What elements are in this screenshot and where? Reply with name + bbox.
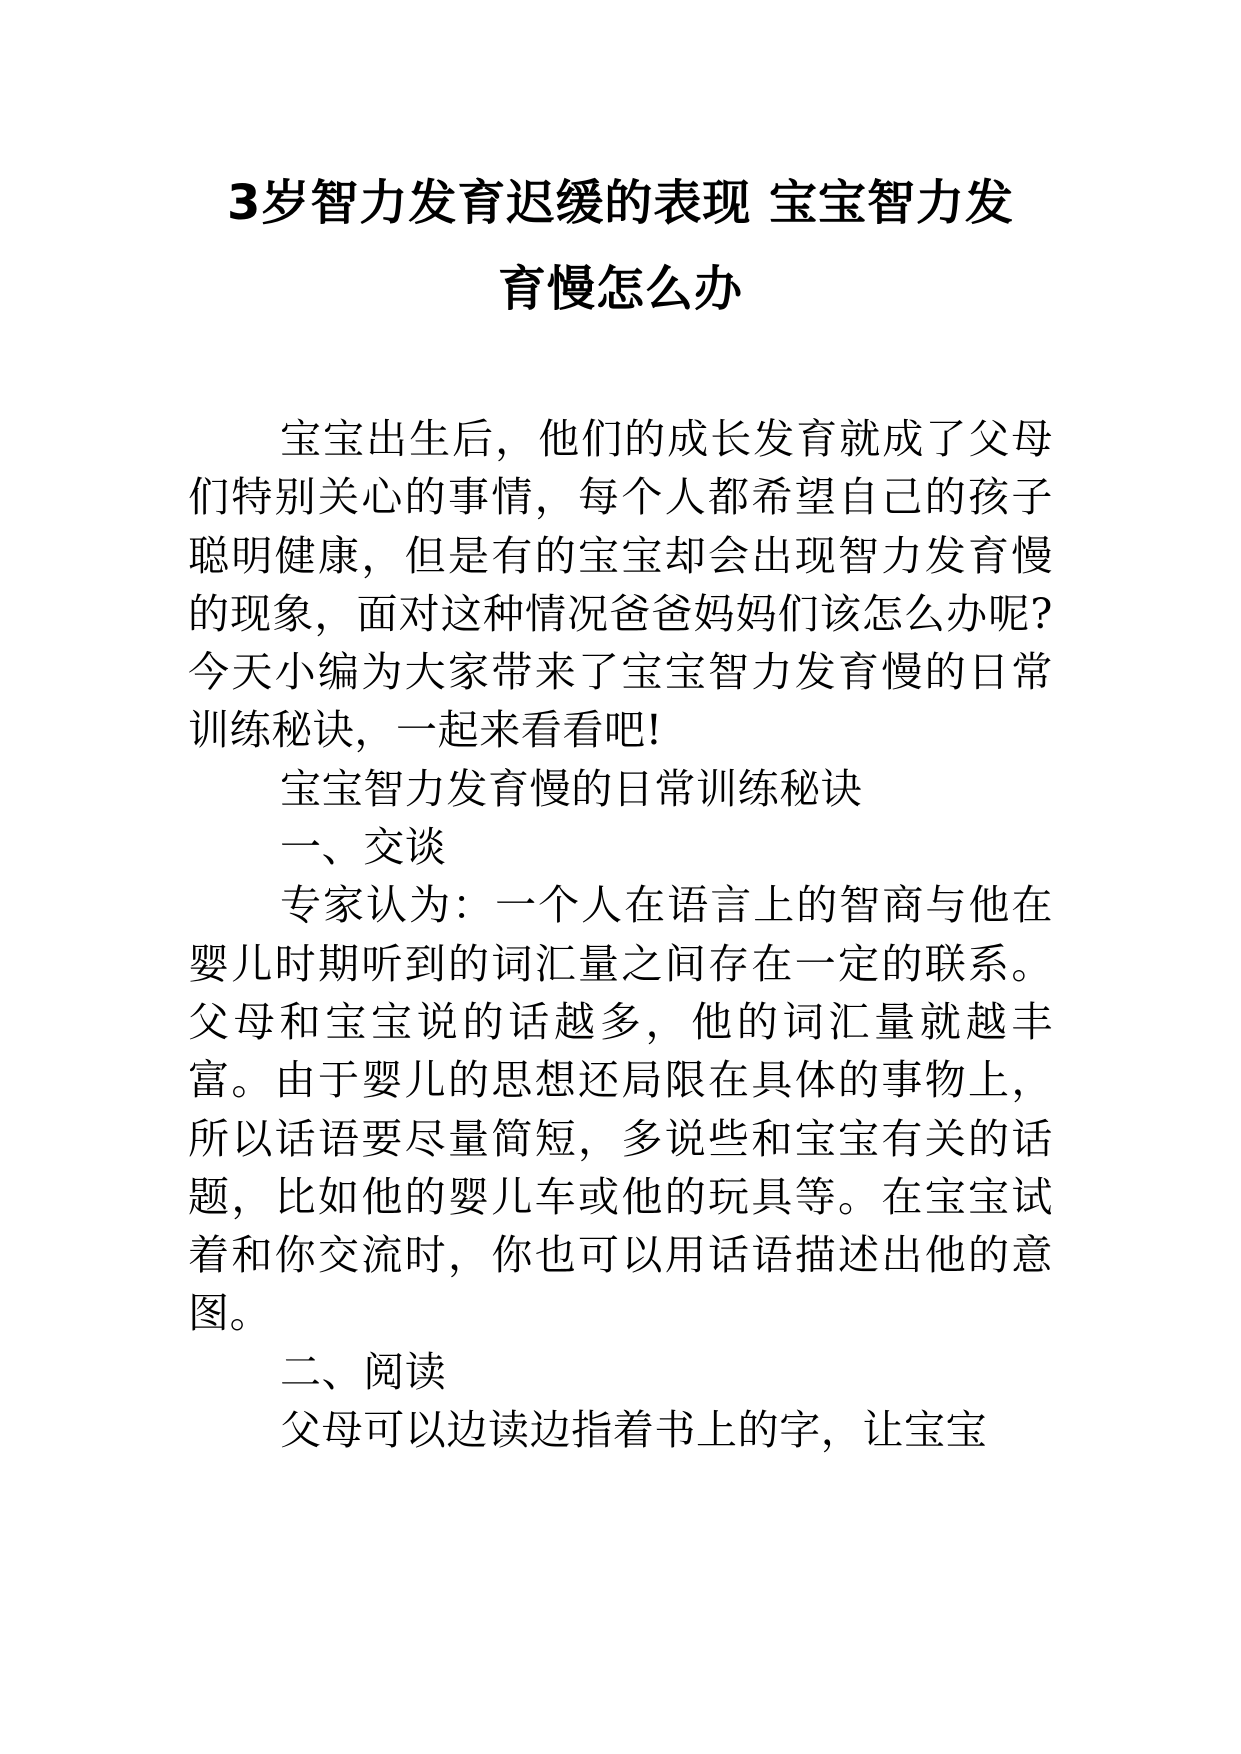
reading-paragraph: 父母可以边读边指着书上的字，让宝宝	[280, 1406, 988, 1455]
talking-paragraph: 专家认为：一个人在语言上的智商与他在婴儿时期听到的词汇量之间存在一定的联系。父母和宝宝说的话越多，他的词汇量就越丰富。由于婴儿的思想还局限在具体的事物上，所以话语要尽量简短，多说些和宝宝有关的话题，比如他的婴儿车或他的玩具等。在宝宝试着和你交流时，你也可以用话语描述出他的意图。	[188, 881, 1053, 1338]
title-line-2: 育慢怎么办	[497, 261, 743, 317]
subheading-reading: 二、阅读	[280, 1347, 447, 1396]
subheading-talking: 一、交谈	[280, 823, 447, 872]
document-body	[188, 410, 1053, 1459]
document-title	[188, 160, 1053, 332]
title-line-1: 3岁智力发育迟缓的表现 宝宝智力发	[226, 175, 1015, 231]
section-heading-training-tips: 宝宝智力发育慢的日常训练秘诀	[280, 764, 863, 813]
intro-paragraph: 宝宝出生后，他们的成长发育就成了父母们特别关心的事情，每个人都希望自己的孩子聪明健康，但是有的宝宝却会出现智力发育慢的现象，面对这种情况爸爸妈妈们该怎么办呢?今天小编为大家带来了宝宝智力发育慢的日常训练秘诀，一起来看看吧!	[188, 415, 1053, 755]
